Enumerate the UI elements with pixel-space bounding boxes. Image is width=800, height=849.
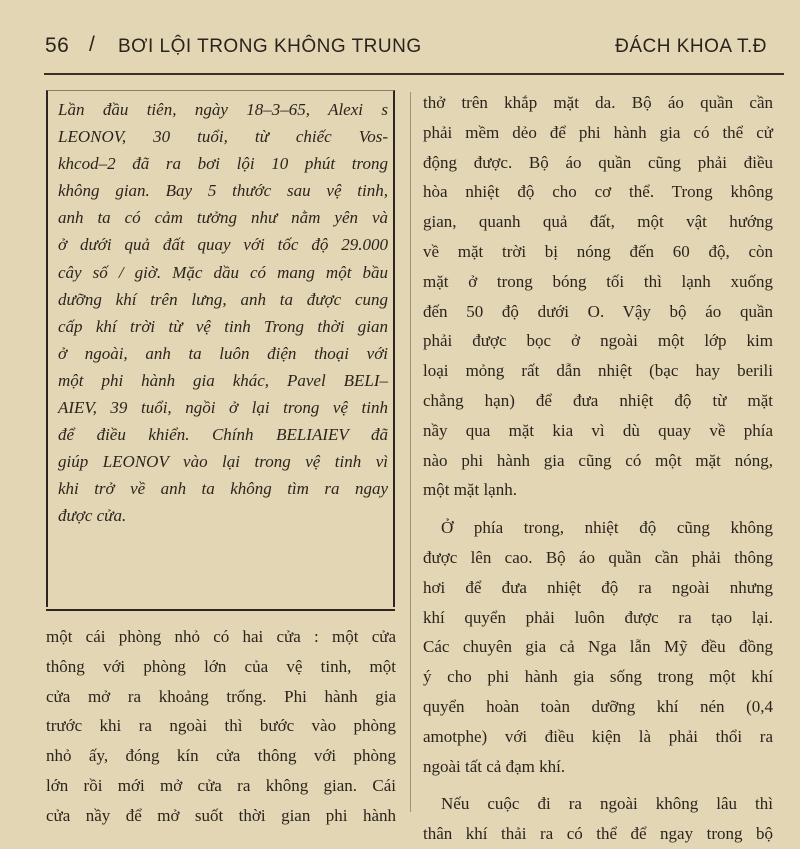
box-line: AIEV, 39 tuổi, ngồi ở lại trong vệ tinh (58, 398, 388, 418)
box-line: một phi hành gia khác, Pavel BELI– (58, 370, 388, 390)
article-title: BƠI LỘI TRONG KHÔNG TRUNG (118, 36, 422, 57)
text-line: mặt ở trong bóng tối thì lạnh xuống (423, 271, 773, 291)
box-line: cấp khí trời từ vệ tinh Trong thời gian (58, 316, 388, 336)
text-line: Ở phía trong, nhiệt độ cũng không (441, 518, 773, 538)
paragraph-gap (423, 505, 773, 513)
text-line: Nếu cuộc đi ra ngoài không lâu thì (441, 794, 773, 814)
text-line: gian, quanh quả đất, một vật hướng (423, 212, 773, 232)
box-line: được cửa. (58, 506, 127, 526)
box-line: giúp LEONOV vào lại trong vệ tinh vì (58, 452, 388, 472)
text-line: một mặt lạnh. (423, 480, 517, 500)
text-line: Các chuyên gia cả Nga lẫn Mỹ đều đồng (423, 637, 773, 657)
running-header (45, 30, 767, 64)
paragraph-gap (423, 781, 773, 789)
text-line: ý cho phi hành gia sống trong một khí (423, 667, 773, 687)
box-line: ở dưới quả đất quay với tốc độ 29.000 (58, 235, 388, 255)
text-line: chẳng hạn) để đưa nhiệt độ từ mặt (423, 390, 773, 410)
text-line: thân khí thải ra có thể để ngay trong bộ (423, 824, 773, 844)
text-line: cửa mở ra khoảng trống. Phi hành gia (46, 686, 396, 706)
box-line: ở ngoài, anh ta luôn điện thoại với (58, 343, 388, 363)
left-column-body (46, 622, 396, 831)
text-line: nhỏ ấy, đóng kín cửa thông với phòng (46, 746, 396, 766)
text-line: hòa nhiệt độ cho cơ thể. Trong không (423, 182, 773, 202)
text-line: trước khi ra ngoài thì bước vào phòng (46, 716, 396, 736)
text-line: thông với phòng lớn của vệ tinh, một (46, 656, 396, 676)
box-line: khi trở về anh ta không tìm ra ngay (58, 479, 388, 499)
box-line: để điều khiển. Chính BELIAIEV đã (58, 425, 388, 445)
text-line: hơi để đưa nhiệt độ ra ngoài nhưng (423, 577, 773, 597)
box-line: dưỡng khí trên lưng, anh ta được cung (58, 289, 388, 309)
box-line: khcod–2 đã ra bơi lội 10 phút trong (58, 154, 388, 174)
text-line: nầy qua mặt kia vì dù quay về phía (423, 420, 773, 440)
text-line: đến 50 độ dưới O. Vậy bộ áo quần (423, 301, 773, 321)
text-line: loại mỏng rất dẫn nhiệt (bạc hay berili (423, 361, 773, 381)
box-line: anh ta có cảm tưởng như nằm yên và (58, 208, 388, 228)
text-line: thở trên khắp mặt da. Bộ áo quần cần (423, 93, 773, 112)
text-line: cửa nầy để mở suốt thời gian phi hành (46, 805, 396, 825)
text-line: về mặt trời bị nóng đến 60 độ, còn (423, 241, 773, 261)
text-line: amotphe) với điều kiện là phải thổi ra (423, 726, 773, 746)
text-line: phải được bọc ở ngoài một lớp kim (423, 331, 773, 351)
text-line: khí quyển phải luôn được ra tạo lại. (423, 607, 773, 627)
box-line: không gian. Bay 5 thước sau vệ tinh, (58, 181, 388, 201)
text-line: phải mềm dẻo để phi hành gia có thể cử (423, 122, 773, 142)
column-divider (410, 92, 411, 812)
sidebar-box-text (58, 96, 388, 530)
text-line: được lên cao. Bộ áo quần cần phải thông (423, 547, 773, 567)
page-number: 56 (45, 34, 70, 57)
text-line: quyển hoàn toàn dưỡng khí nén (0,4 (423, 696, 773, 716)
box-line: Lần đầu tiên, ngày 18–3–65, Alexi s (58, 100, 388, 119)
text-line: ngoài tất cả đạm khí. (423, 756, 566, 776)
box-line: cây số / giờ. Mặc dầu có mang một bầu (58, 262, 388, 282)
text-line: nào phi hành gia cũng có một mặt nóng, (423, 450, 773, 470)
text-line: động được. Bộ áo quần cũng phải điều (423, 152, 773, 172)
text-line: lớn rồi mới mở cửa ra không gian. Cái (46, 775, 396, 795)
box-line: LEONOV, 30 tuổi, từ chiếc Vos- (58, 127, 388, 147)
sidebar-box-bottom-rule (46, 609, 395, 611)
text-line: một cái phòng nhỏ có hai cửa : một cửa (46, 627, 396, 646)
right-column-body (423, 88, 773, 849)
header-separator: / (89, 33, 96, 56)
magazine-name: ĐÁCH KHOA T.Đ (615, 36, 767, 57)
header-rule (44, 73, 784, 75)
